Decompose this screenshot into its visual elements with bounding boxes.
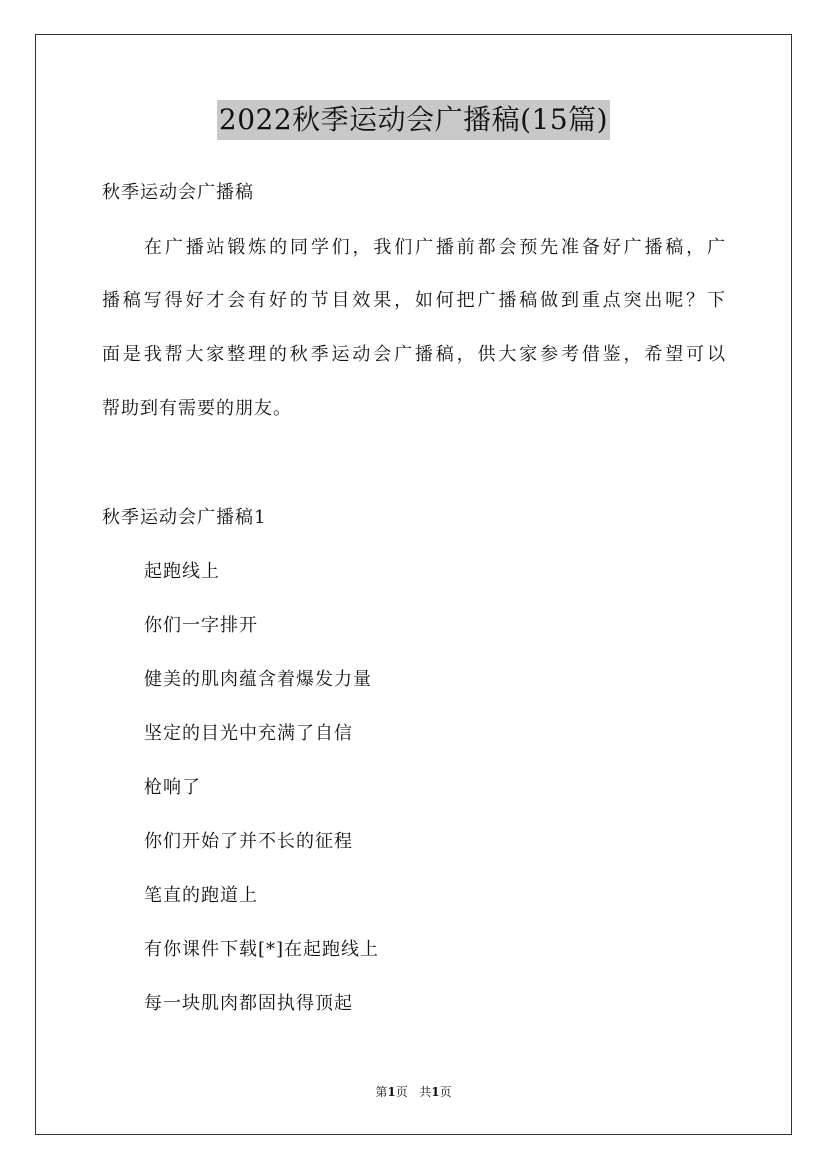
- poem-line: 枪响了: [144, 777, 201, 798]
- intro-line-4: 帮助到有需要的朋友。: [102, 398, 292, 419]
- poem-heading: 秋季运动会广播稿1: [102, 507, 267, 528]
- section-heading: 秋季运动会广播稿: [102, 182, 254, 203]
- poem-line: 笔直的跑道上: [144, 885, 258, 906]
- document-title: 2022秋季运动会广播稿(15篇): [217, 100, 610, 140]
- poem-line: 你们开始了并不长的征程: [144, 831, 353, 852]
- poem-line: 坚定的目光中充满了自信: [144, 723, 353, 744]
- title-container: [0, 100, 827, 140]
- poem-line: 有你课件下载[*]在起跑线上: [144, 939, 380, 960]
- total-pages: 1: [431, 1085, 440, 1099]
- intro-line-1: 在广播站锻炼的同学们，我们广播前都会预先准备好广播稿，广: [144, 237, 726, 258]
- poem-line: 起跑线上: [144, 561, 220, 582]
- page-prefix: 第: [375, 1085, 388, 1099]
- poem-line: 你们一字排开: [144, 615, 258, 636]
- page-number: 1: [387, 1085, 396, 1099]
- poem-line: 每一块肌肉都固执得顶起: [144, 993, 353, 1014]
- page-suffix: 页: [395, 1085, 408, 1099]
- poem-line: 健美的肌肉蕴含着爆发力量: [144, 669, 372, 690]
- page-footer: [0, 1084, 827, 1100]
- intro-line-2: 播稿写得好才会有好的节目效果，如何把广播稿做到重点突出呢？下: [102, 290, 726, 311]
- total-suffix: 页: [439, 1085, 452, 1099]
- intro-line-3: 面是我帮大家整理的秋季运动会广播稿，供大家参考借鉴，希望可以: [102, 344, 726, 365]
- total-prefix: 共: [419, 1085, 432, 1099]
